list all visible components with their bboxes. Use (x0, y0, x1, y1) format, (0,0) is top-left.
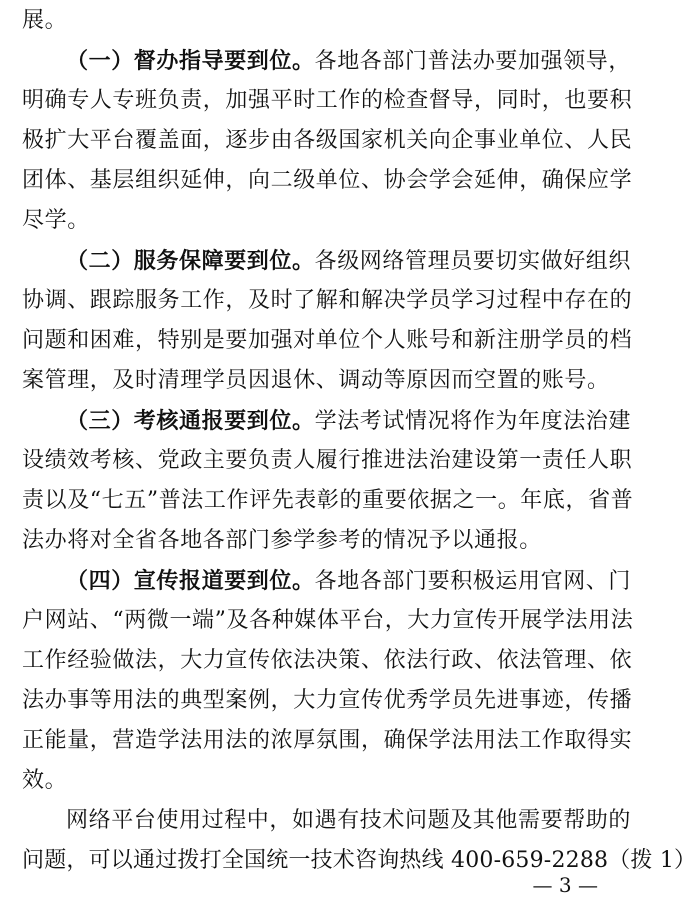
paragraph-line: 团体、基层组织延伸，向二级单位、协会学会延伸，确保应学 (22, 168, 633, 193)
paragraph-line: 设绩效考核、党政主要负责人履行推进法治建设第一责任人职 (22, 448, 633, 473)
page-number: — 3 — (532, 873, 598, 897)
paragraph-line: 正能量，营造学法用法的浓厚氛围，确保学法用法工作取得实 (22, 728, 633, 753)
section-heading: （二）服务保障要到位。 (66, 248, 315, 274)
section-heading: （四）宣传报道要到位。 (66, 568, 315, 594)
section-heading: （三）考核通报要到位。 (66, 408, 315, 434)
paragraph-line: 户网站、“两微一端”及各种媒体平台，大力宣传开展学法用法 (22, 608, 634, 633)
paragraph-text: 各级网络管理员要切实做好组织 (314, 249, 632, 274)
paragraph-line: 效。 (22, 768, 68, 793)
paragraph-first-line (66, 406, 631, 436)
paragraph-line: 协调、跟踪服务工作，及时了解和解决学员学习过程中存在的 (22, 288, 633, 313)
paragraph-line: 法办将对全省各地各部门参学参考的情况予以通报。 (22, 528, 542, 553)
paragraph-first-line (66, 46, 631, 76)
paragraph-line: 工作经验做法，大力宣传依法决策、依法行政、依法管理、依 (22, 648, 633, 673)
paragraph-text: 学法考试情况将作为年度法治建 (314, 409, 632, 434)
document-page (22, 0, 696, 901)
paragraph-line: 极扩大平台覆盖面，逐步由各级国家机关向企事业单位、人民 (22, 128, 633, 153)
paragraph-first-line (66, 246, 631, 276)
paragraph-first-line: 网络平台使用过程中，如遇有技术问题及其他需要帮助的 (66, 808, 632, 833)
paragraph-line: 展。 (22, 8, 68, 33)
section-heading: （一）督办指导要到位。 (66, 48, 315, 74)
paragraph-line: 尽学。 (22, 208, 90, 233)
paragraph-line: 法办事等用法的典型案例，大力宣传优秀学员先进事迹，传播 (22, 688, 633, 713)
paragraph-first-line (66, 566, 631, 596)
paragraph-text: 各地各部门要积极运用官网、门 (314, 569, 632, 594)
paragraph-line: 责以及“七五”普法工作评先表彰的重要依据之一。年底，省普 (22, 488, 634, 513)
paragraph-line: 问题和困难，特别是要加强对单位个人账号和新注册学员的档 (22, 328, 633, 353)
paragraph-line: 明确专人专班负责，加强平时工作的检查督导，同时，也要积 (22, 88, 633, 113)
paragraph-line: 案管理，及时清理学员因退休、调动等原因而空置的账号。 (22, 368, 610, 393)
paragraph-text: 各地各部门普法办要加强领导， (314, 49, 632, 74)
paragraph-line: 问题，可以通过拨打全国统一技术咨询热线 400-659-2288（拨 1） (22, 848, 696, 873)
